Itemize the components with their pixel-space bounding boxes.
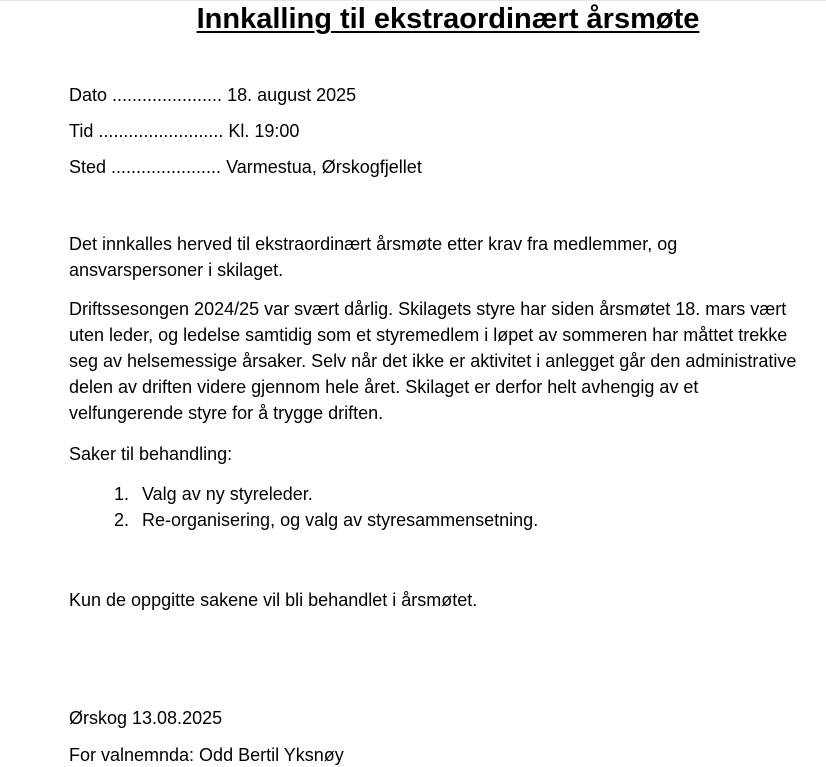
agenda-item — [69, 482, 313, 506]
place-line — [69, 155, 422, 179]
time-line — [69, 119, 299, 143]
date-line — [69, 83, 356, 107]
time-label: Tid ......................... — [69, 121, 224, 141]
agenda-item — [69, 508, 538, 532]
closing-note: Kun de oppgitte sakene vil bli behandlet i årsmøtet. — [69, 590, 478, 610]
background-paragraph: Driftssesongen 2024/25 var svært dårlig. Skilagets styre har siden årsmøtet 18. mars vært uten leder, og ledelse samtidig som et styremedlem i løpet av sommeren har måttet trekke seg av helsemessige årsaker. Selv når det ikke er aktivitet i anlegget går den administrative delen av driften videre gjennom hele året. Skilaget er derfor helt avhengig av et velfungerende styre for å trygge driften. — [69, 299, 797, 423]
agenda-item-number: 1. — [113, 484, 129, 504]
place-date-line: Ørskog 13.08.2025 — [69, 708, 223, 728]
intro-paragraph: Det innkalles herved til ekstraordinært årsmøte etter krav fra medlemmer, og ansvarspersoner i skilaget. — [69, 234, 678, 280]
agenda-item-text: Valg av ny styreleder. — [142, 484, 313, 504]
place-value: Varmestua, Ørskogfjellet — [226, 157, 422, 177]
time-value: Kl. 19:00 — [228, 121, 300, 141]
signature-line: For valnemnda: Odd Bertil Yksnøy — [69, 745, 344, 765]
agenda-item-number: 2. — [113, 510, 129, 530]
place-label: Sted ...................... — [69, 157, 222, 177]
agenda-heading: Saker til behandling: — [69, 444, 233, 464]
document-title: Innkalling til ekstraordinært årsmøte — [196, 3, 700, 35]
date-value: 18. august 2025 — [227, 85, 357, 105]
date-label: Dato ...................... — [69, 85, 223, 105]
agenda-item-text: Re-organisering, og valg av styresammensetning. — [142, 510, 539, 530]
